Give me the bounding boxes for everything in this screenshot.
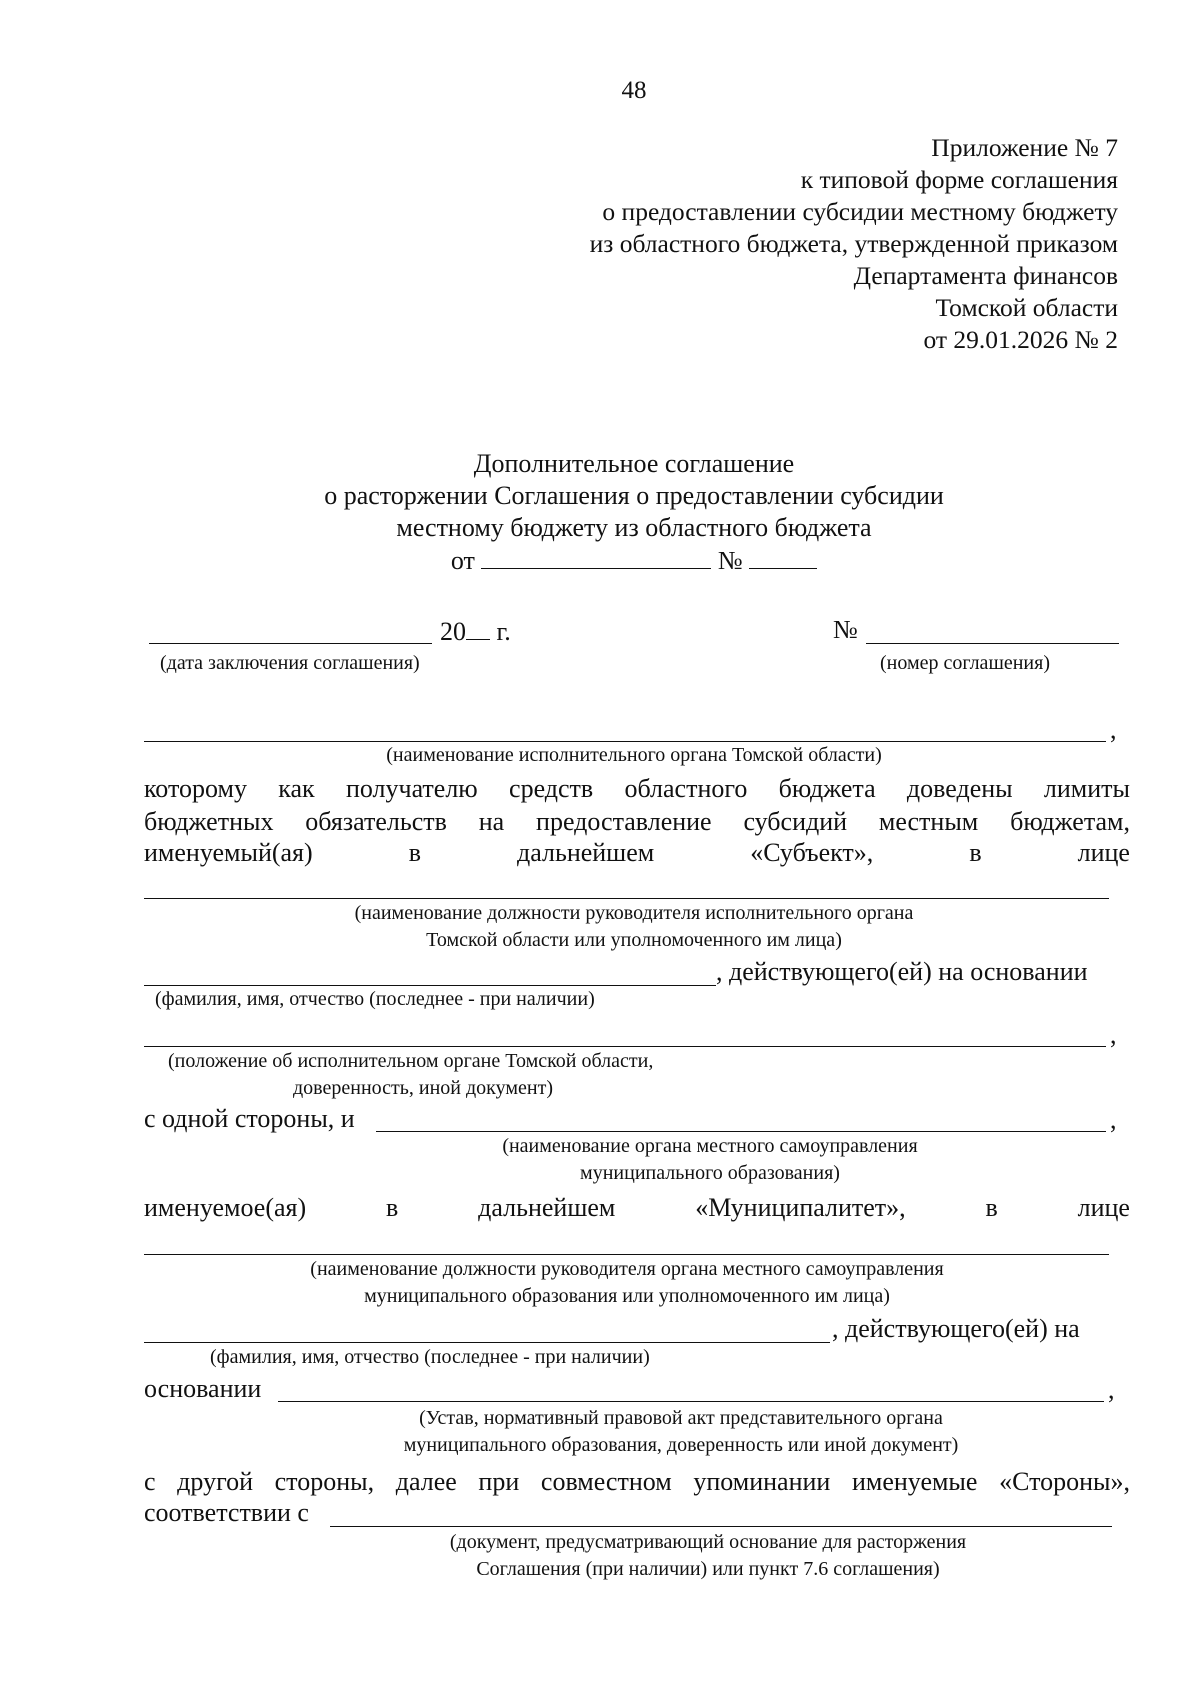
date-year-label <box>440 615 511 647</box>
word: в <box>969 838 982 867</box>
word: в <box>386 1193 399 1222</box>
caption-local-gov-1: (наименование органа местного самоуправления <box>502 1135 918 1157</box>
appendix-header <box>590 132 1118 356</box>
fio-blank-2[interactable] <box>144 1342 830 1343</box>
word: дальнейшем <box>478 1193 616 1222</box>
caption-head-position-2: Томской области или уполномоченного им лица) <box>426 929 842 951</box>
caption-local-head-2: муниципального образования или уполномоченного им лица) <box>364 1285 890 1307</box>
paragraph-line-municipality <box>144 1193 1130 1223</box>
word: именуемое(ая) <box>144 1193 307 1222</box>
number-sign: № <box>833 615 858 644</box>
number-caption: (номер соглашения) <box>880 652 1050 674</box>
other-side-text: с другой стороны, далее при совместном упоминании именуемые «Стороны», <box>144 1467 1130 1496</box>
caption-fio-1: (фамилия, имя, отчество (последнее - при наличии) <box>155 988 595 1010</box>
word: именуемый(ая) <box>144 838 313 867</box>
word: лице <box>1077 838 1130 867</box>
caption-executive-body: (наименование исполнительного органа Томской области) <box>386 744 882 766</box>
appendix-line: Департамента финансов <box>853 261 1118 290</box>
date-blank[interactable] <box>149 643 432 644</box>
head-position-blank[interactable] <box>144 898 1109 899</box>
title-line: Дополнительное соглашение <box>473 449 795 478</box>
paragraph-line: которому как получателю средств областного бюджета доведены лимиты <box>144 774 1130 803</box>
fio-blank-1[interactable] <box>144 985 716 986</box>
appendix-line: из областного бюджета, утвержденной приказом <box>589 229 1118 258</box>
local-head-position-blank[interactable] <box>144 1254 1109 1255</box>
caption-local-gov-2: муниципального образования) <box>580 1162 840 1184</box>
word: «Субъект», <box>750 838 874 867</box>
page-number: 48 <box>621 77 647 104</box>
title-number-sign: № <box>717 546 743 575</box>
comma: , <box>1110 1105 1117 1134</box>
number-blank[interactable] <box>866 643 1119 644</box>
regulation-blank[interactable] <box>144 1046 1106 1047</box>
appendix-line: от 29.01.2026 № 2 <box>923 325 1118 354</box>
one-side-text: с одной стороны, и <box>144 1104 355 1133</box>
caption-document-1: (документ, предусматривающий основание для расторжения <box>449 1531 967 1553</box>
appendix-line: о предоставлении субсидии местному бюджету <box>602 197 1118 226</box>
title-date-blank[interactable] <box>481 544 711 569</box>
word: «Муниципалитет», <box>695 1193 906 1222</box>
date-caption: (дата заключения соглашения) <box>160 652 420 674</box>
acting-on-basis: , действующего(ей) на основании <box>716 957 1088 986</box>
caption-regulation-1: (положение об исполнительном органе Томской области, <box>168 1050 654 1072</box>
word: в <box>408 838 421 867</box>
word: в <box>985 1193 998 1222</box>
year-suffix: г. <box>496 617 511 646</box>
paragraph-line-subject <box>144 838 1130 868</box>
basis-word: основании <box>144 1374 262 1403</box>
comma: , <box>1110 715 1117 744</box>
appendix-line: Приложение № 7 <box>931 133 1118 162</box>
title-line: местному бюджету из областного бюджета <box>396 513 872 542</box>
document-title <box>0 448 1200 577</box>
accordance-text: соответствии с <box>144 1498 309 1527</box>
year-blank[interactable] <box>466 615 490 640</box>
appendix-line: к типовой форме соглашения <box>800 165 1118 194</box>
caption-regulation-2: доверенность, иной документ) <box>293 1077 553 1099</box>
acting-on: , действующего(ей) на <box>832 1314 1080 1343</box>
executive-body-blank[interactable] <box>144 741 1106 742</box>
caption-charter-2: муниципального образования, доверенность или иной документ) <box>403 1434 959 1456</box>
caption-document-2: Соглашения (при наличии) или пункт 7.6 соглашения) <box>476 1558 940 1580</box>
comma: , <box>1108 1375 1115 1404</box>
title-date-line <box>0 544 1200 577</box>
title-number-blank[interactable] <box>749 544 817 569</box>
title-date-prefix: от <box>450 546 475 575</box>
caption-head-position-1: (наименование должности руководителя исполнительного органа <box>354 902 914 924</box>
title-line: о расторжении Соглашения о предоставлении субсидии <box>324 481 944 510</box>
caption-charter-1: (Устав, нормативный правовой акт представительного органа <box>419 1407 943 1429</box>
date-year: 20 <box>440 617 466 646</box>
document-basis-blank[interactable] <box>330 1526 1112 1527</box>
word: дальнейшем <box>516 838 655 867</box>
paragraph-line: бюджетных обязательств на предоставление субсидий местным бюджетам, <box>144 807 1130 836</box>
charter-blank[interactable] <box>278 1401 1104 1402</box>
caption-fio-2: (фамилия, имя, отчество (последнее - при наличии) <box>210 1346 650 1368</box>
comma: , <box>1110 1020 1117 1049</box>
caption-local-head-1: (наименование должности руководителя органа местного самоуправления <box>310 1258 944 1280</box>
appendix-line: Томской области <box>935 293 1118 322</box>
local-gov-blank[interactable] <box>376 1131 1106 1132</box>
word: лице <box>1077 1193 1130 1222</box>
